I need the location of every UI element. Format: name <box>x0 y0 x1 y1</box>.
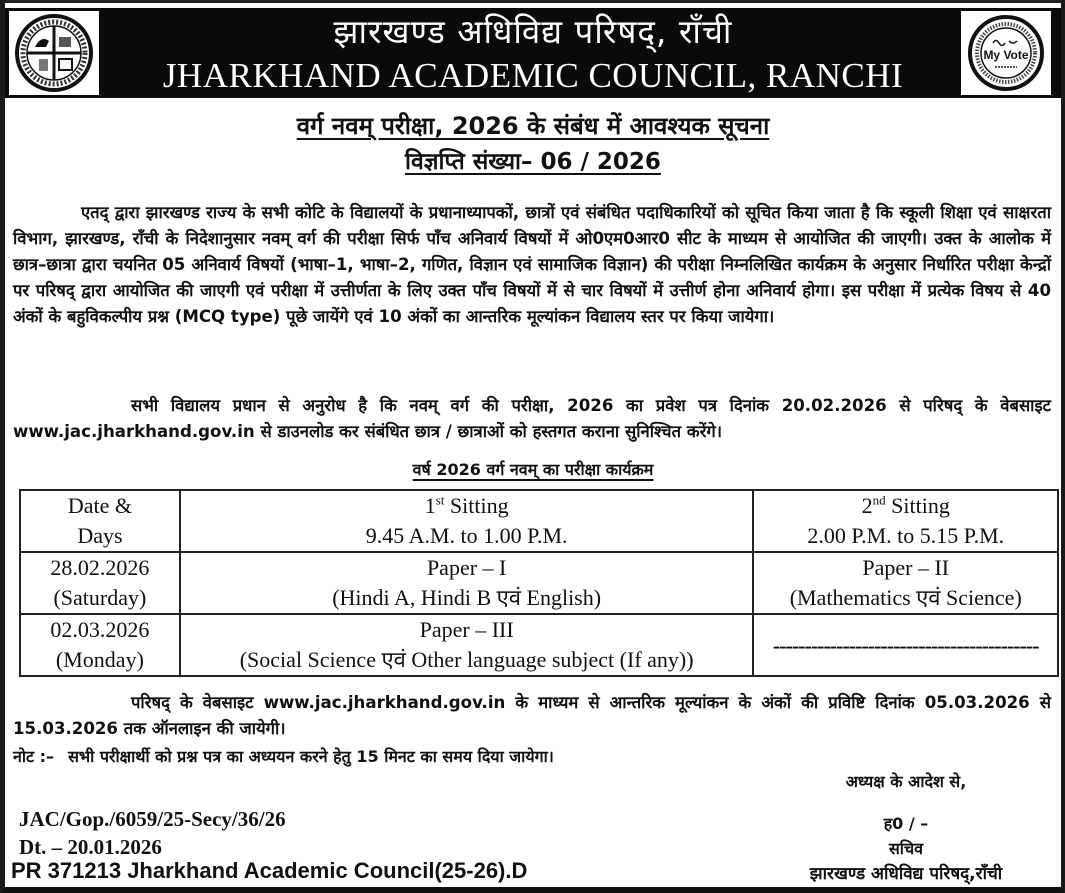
title-hindi: झारखण्ड अधिविद्य परिषद्, राँची <box>333 12 733 51</box>
sign-designation: सचिव <box>888 839 924 858</box>
cell-date: 28.02.2026 (Saturday) <box>20 552 180 614</box>
paragraph-internal-assessment: परिषद् के वेबसाइट www.jac.jharkhand.gov.in के माध्यम से आन्तरिक मूल्यांकन के अंकों की प्रविष्टि दिनांक 05.03.2026 से 15.03.2026 तक ऑनलाइन की जायेगी। <box>13 693 1051 738</box>
table-header-row <box>20 490 1058 552</box>
cell-first-sitting: Paper – III (Social Science एवं Other language subject (If any)) <box>180 614 754 676</box>
exam-schedule-table <box>19 489 1059 677</box>
header-second-sitting: 2nd Sitting 2.00 P.M. to 5.15 P.M. <box>753 490 1058 552</box>
cell-second-sitting-empty: ------------------------------------------ <box>753 614 1058 676</box>
top-rule <box>5 0 1061 3</box>
reference-number: JAC/Gop./6059/25-Secy/36/26 <box>19 807 286 831</box>
masthead-banner <box>5 8 1061 98</box>
table-row <box>20 552 1058 614</box>
header-date: Date & Days <box>20 490 180 552</box>
paragraph-exam-info: एतद् द्वारा झारखण्ड राज्य के सभी कोटि के विद्यालयों के प्रधानाध्यापकों, छात्रों एवं संबंधित पदाधिकारियों को सूचित किया जाता है कि स्कूली शिक्षा एवं साक्षरता विभाग, झारखण्ड, राँची के निदेशानुसार नवम् वर्ग की परीक्षा सिर्फ पाँच अनिवार्य विषयों में ओ0एम0आर0 सीट के माध्यम से आयोजित की जाएगी। उक्त के आलोक में छात्र–छात्रा द्वारा चयनित 05 अनिवार्य विषयों (भाषा–1, भाषा–2, गणित, विज्ञान एवं सामाजिक विज्ञान) की परीक्षा निम्नलिखित कार्यक्रम के अनुसार निर्धारित परीक्षा केन्द्रों पर परिषद् द्वारा आयोजित की जाएगी एवं परीक्षा में उत्तीर्णता के लिए उक्त पाँच विषयों में से चार विषयों में उत्तीर्ण होना अनिवार्य होगा। इस परीक्षा में प्रत्येक विषय से 40 अंकों के बहुविकल्पीय प्रश्न (MCQ type) पूछे जायेंगे एवं 10 अंकों का आन्तरिक मूल्यांकन विद्यालय स्तर पर किया जायेगा। <box>13 203 1051 326</box>
cell-date: 02.03.2026 (Monday) <box>20 614 180 676</box>
reference-date: Dt. – 20.01.2026 <box>19 835 162 859</box>
reference-block <box>19 805 286 861</box>
title-english: JHARKHAND ACADEMIC COUNCIL, RANCHI <box>162 56 904 95</box>
header-first-sitting: 1st Sitting 9.45 A.M. to 1.00 P.M. <box>180 490 754 552</box>
paragraph-admit-card: सभी विद्यालय प्रधान से अनुरोध है कि नवम् वर्ग की परीक्षा, 2026 का प्रवेश पत्र दिनांक 20.02.2026 से परिषद् के वेबसाइट www.jac.jharkhand.gov.in से डाउनलोड कर संबंधित छात्र / छात्राओं को हस्तगत कराना सुनिश्चित करेंगे। <box>13 396 1051 441</box>
notice-title: वर्ग नवम् परीक्षा, 2026 के संबंध में आवश्यक सूचना <box>296 112 770 140</box>
cell-second-sitting: Paper – II (Mathematics एवं Science) <box>753 552 1058 614</box>
jac-emblem-icon <box>9 11 99 95</box>
table-row <box>20 614 1058 676</box>
note <box>13 745 554 769</box>
sign-order: अध्यक्ष के आदेश से, <box>845 772 967 791</box>
cell-first-sitting: Paper – I (Hindi A, Hindi B एवं English) <box>180 552 754 614</box>
sign-organisation: झारखण्ड अधिविद्य परिषद्,राँची <box>809 864 1003 884</box>
note-label: नोट :– <box>13 747 55 766</box>
my-vote-icon <box>961 11 1051 95</box>
note-text: सभी परीक्षार्थी को प्रश्न पत्र का अध्ययन करने हेतु 15 मिनट का समय दिया जायेगा। <box>68 747 554 766</box>
schedule-title: वर्ष 2026 वर्ग नवम् का परीक्षा कार्यक्रम <box>412 460 654 479</box>
svg-text:My Vote: My Vote <box>983 48 1029 62</box>
notice-number: विज्ञप्ति संख्या– 06 / 2026 <box>405 149 661 175</box>
pr-number: PR 371213 Jharkhand Academic Council(25-26).D <box>11 858 528 883</box>
sign-sd: ह0 / – <box>883 814 929 833</box>
